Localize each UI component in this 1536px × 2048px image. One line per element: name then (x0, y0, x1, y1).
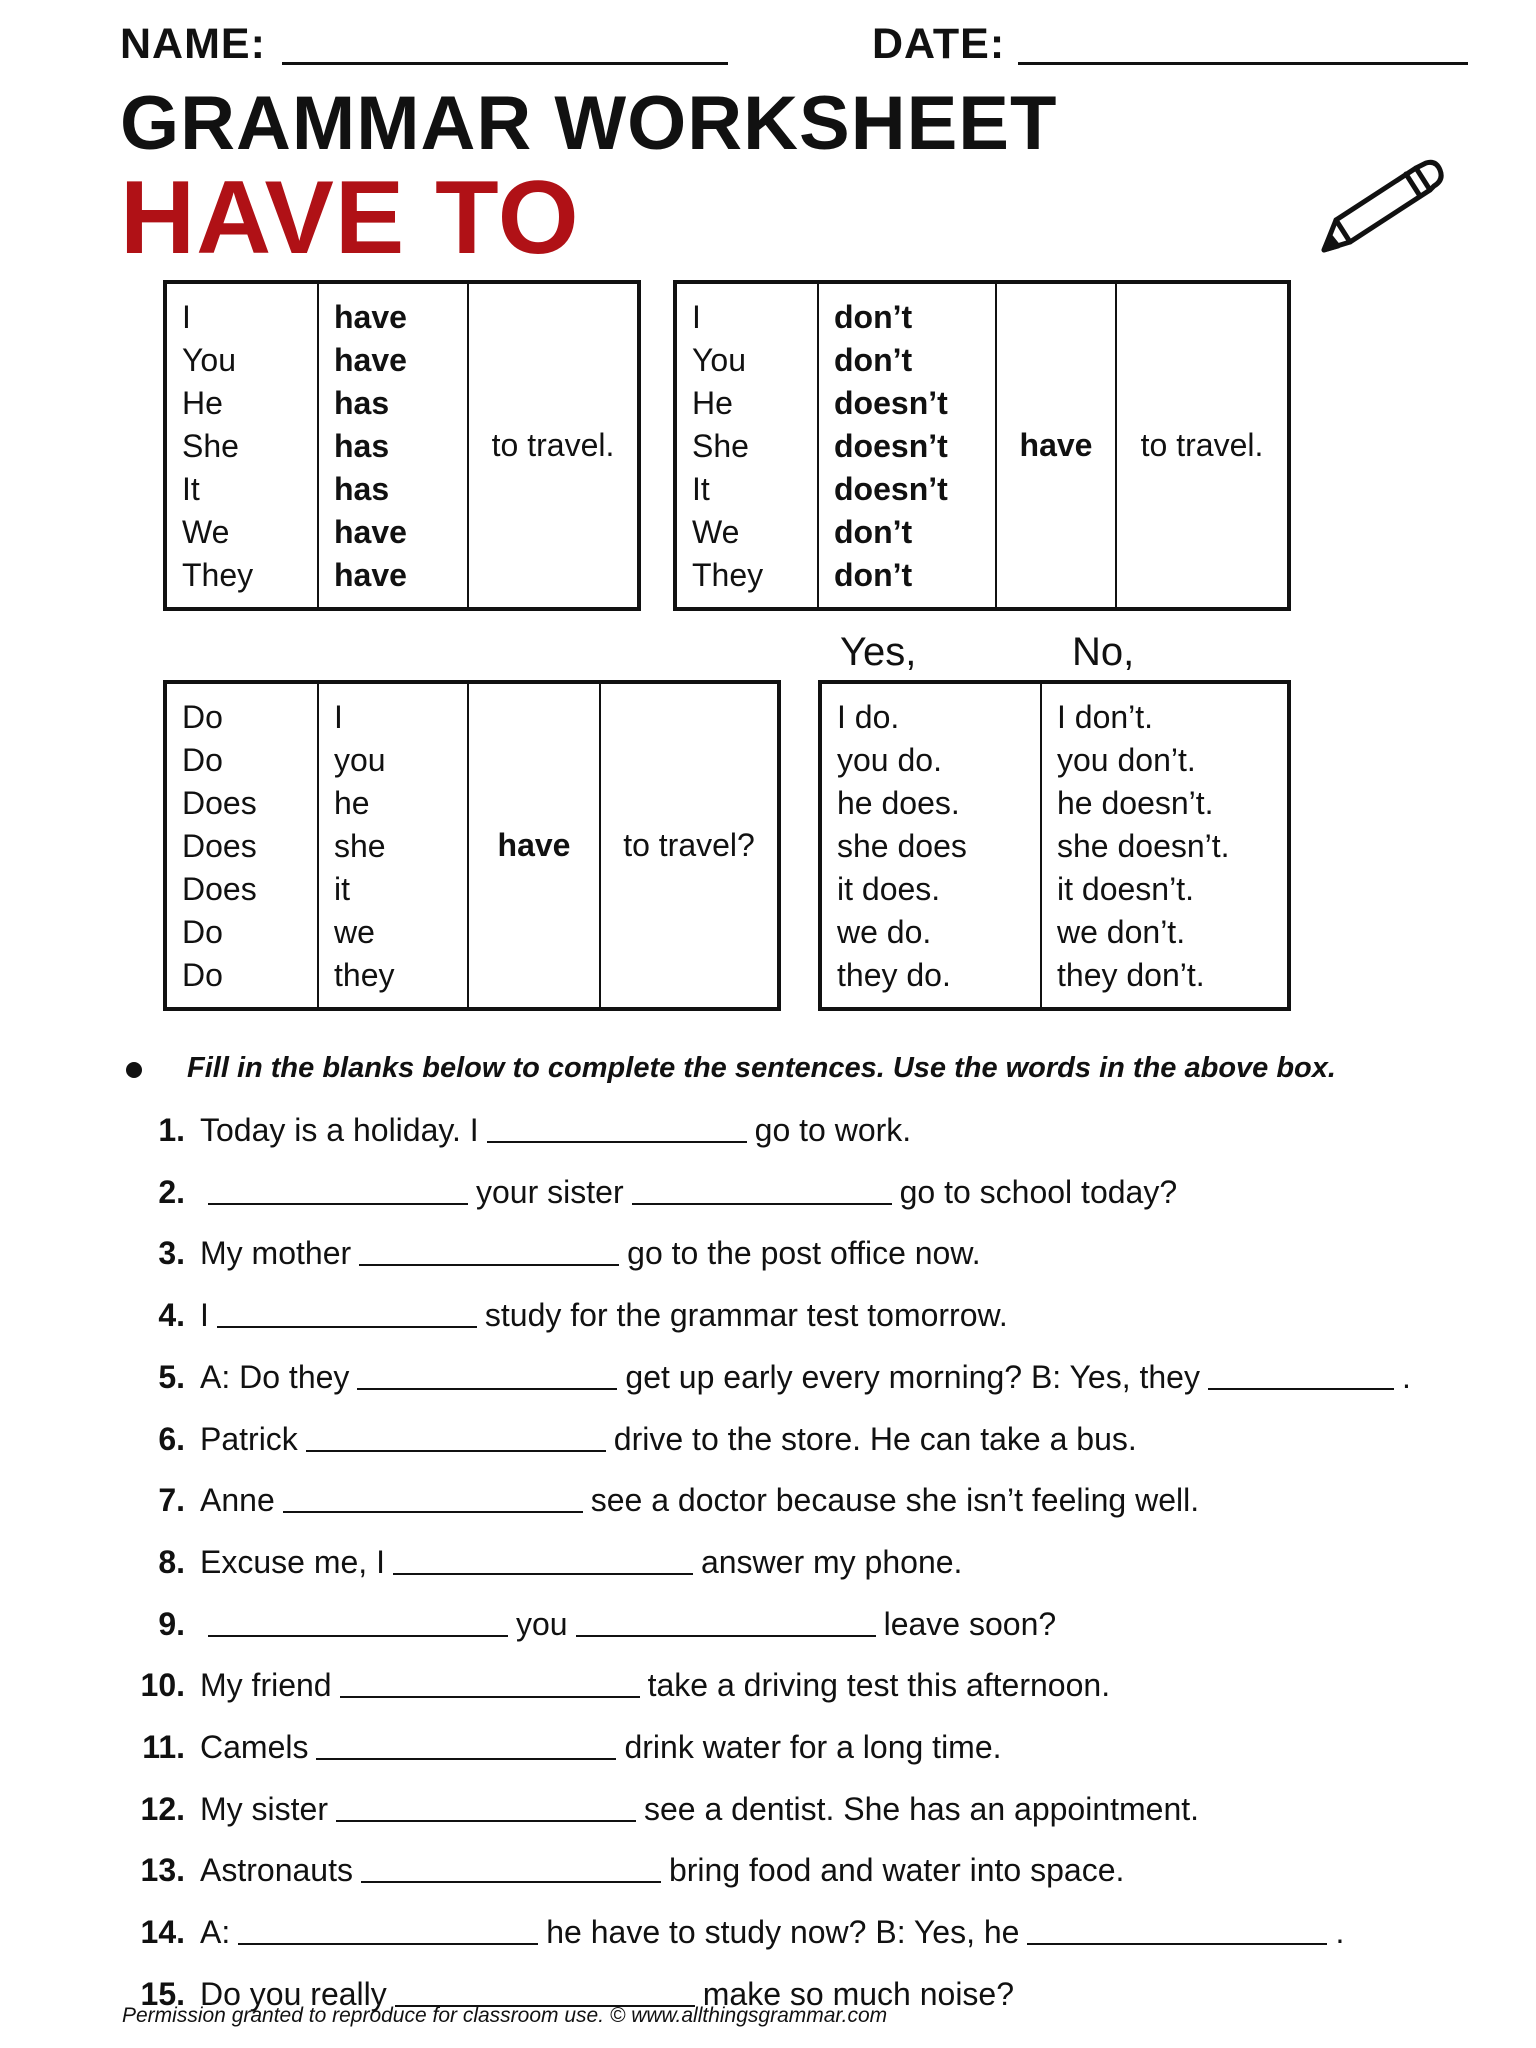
exercise-number: 10. (140, 1667, 185, 1703)
answer-blank[interactable] (316, 1728, 616, 1760)
exercise-text: . (1335, 1914, 1345, 1950)
auxiliary-word: doesn’t (834, 385, 948, 421)
no-answer: it doesn’t. (1057, 871, 1194, 907)
verb-word: have (334, 514, 407, 550)
answer-blank[interactable] (357, 1358, 617, 1390)
no-label: No, (1072, 630, 1135, 674)
answer-blank[interactable] (632, 1173, 892, 1205)
no-answer: we don’t. (1057, 914, 1186, 950)
question-ending: to travel? (623, 827, 755, 863)
subject-word: She (182, 428, 239, 464)
answer-blank[interactable] (395, 1975, 695, 2007)
question-subject-column (317, 684, 467, 1007)
auxiliary-word: don’t (834, 557, 913, 593)
auxiliary-word: Do (182, 957, 223, 993)
exercise-text: see a dentist. She has an appointment. (644, 1791, 1200, 1827)
verb-word: have (334, 299, 407, 335)
answers-table (818, 680, 1291, 1011)
answer-blank[interactable] (359, 1234, 619, 1266)
exercise-text: My sister (200, 1791, 328, 1827)
answer-blank[interactable] (576, 1605, 876, 1637)
exercise-number: 12. (140, 1791, 185, 1827)
yes-answers-column (822, 684, 1040, 1007)
exercise-text: I (200, 1297, 209, 1333)
exercise-number: 15. (140, 1976, 185, 2012)
subject-word: They (182, 557, 254, 593)
negative-ending: to travel. (1140, 427, 1264, 463)
date-field[interactable] (1018, 62, 1468, 65)
subject-word: you (334, 742, 386, 778)
exercise-number: 7. (158, 1482, 185, 1518)
yes-label: Yes, (840, 630, 917, 674)
no-answer: they don’t. (1057, 957, 1205, 993)
exercise-text: your sister (476, 1174, 624, 1210)
exercise-item (115, 1231, 981, 1275)
pencil-icon (1318, 158, 1450, 258)
exercise-number: 3. (158, 1235, 185, 1271)
affirmative-ending-column (467, 284, 637, 607)
answer-blank[interactable] (208, 1173, 468, 1205)
exercise-number: 9. (158, 1606, 185, 1642)
question-aux-column (167, 684, 317, 1007)
yes-answer: they do. (837, 957, 951, 993)
verb-word: has (334, 385, 390, 421)
affirmative-table (163, 280, 641, 611)
exercise-number: 13. (140, 1852, 185, 1888)
instructions: Fill in the blanks below to complete the sentences. Use the words in the above box. (187, 1052, 1336, 1084)
exercise-text: A: (200, 1914, 231, 1950)
answer-blank[interactable] (208, 1605, 508, 1637)
exercise-text: drink water for a long time. (624, 1729, 1002, 1765)
auxiliary-word: don’t (834, 514, 913, 550)
negative-verb: have (1019, 427, 1093, 463)
exercise-number: 8. (158, 1544, 185, 1580)
subject-word: They (692, 557, 764, 593)
exercise-number: 6. (158, 1421, 185, 1457)
question-verb-column (467, 684, 599, 1007)
answer-blank[interactable] (217, 1296, 477, 1328)
answer-blank[interactable] (238, 1913, 538, 1945)
auxiliary-word: Does (182, 785, 257, 821)
exercise-text: My mother (200, 1235, 352, 1271)
exercise-number: 4. (158, 1297, 185, 1333)
footer: Permission granted to reproduce for classroom use. © www.allthingsgrammar.com (122, 2004, 888, 2027)
auxiliary-word: Do (182, 742, 223, 778)
subject-word: he (334, 785, 370, 821)
subject-word: She (692, 428, 749, 464)
exercise-text: study for the grammar test tomorrow. (484, 1297, 1008, 1333)
answer-blank[interactable] (393, 1543, 693, 1575)
exercise-text: Anne (200, 1482, 275, 1518)
subject-word: we (334, 914, 375, 950)
subject-word: We (182, 514, 230, 550)
negative-ending-column (1115, 284, 1287, 607)
answer-blank[interactable] (306, 1420, 606, 1452)
no-answer: I don’t. (1057, 699, 1154, 735)
no-answer: he doesn’t. (1057, 785, 1214, 821)
affirmative-ending: to travel. (491, 427, 615, 463)
exercise-text: answer my phone. (700, 1544, 963, 1580)
negative-subject-column (677, 284, 817, 607)
page-subtitle: HAVE TO (120, 160, 580, 276)
verb-word: has (334, 428, 390, 464)
exercise-text: leave soon? (883, 1606, 1057, 1642)
negative-aux-column (817, 284, 995, 607)
subject-word: they (334, 957, 395, 993)
exercise-number: 1. (158, 1112, 185, 1148)
exercise-item (115, 1478, 1199, 1522)
exercise-number: 5. (158, 1359, 185, 1395)
subject-word: I (334, 699, 343, 735)
exercise-item (115, 1910, 1344, 1954)
exercise-text: get up early every morning? B: Yes, they (625, 1359, 1200, 1395)
yes-answer: it does. (837, 871, 941, 907)
exercise-text: My friend (200, 1667, 332, 1703)
answer-blank[interactable] (283, 1481, 583, 1513)
yes-answer: he does. (837, 785, 960, 821)
subject-word: she (334, 828, 386, 864)
auxiliary-word: Does (182, 871, 257, 907)
bullet (126, 1062, 142, 1078)
yes-answer: I do. (837, 699, 900, 735)
subject-word: He (182, 385, 223, 421)
name-field[interactable] (282, 62, 728, 65)
exercise-text: A: Do they (200, 1359, 350, 1395)
exercise-text: see a doctor because she isn’t feeling well. (590, 1482, 1200, 1518)
exercise-text: he have to study now? B: Yes, he (546, 1914, 1020, 1950)
exercise-number: 14. (140, 1914, 185, 1950)
exercise-text: make so much noise? (702, 1976, 1015, 2012)
answer-blank[interactable] (336, 1790, 636, 1822)
auxiliary-word: Do (182, 699, 223, 735)
no-answers-column (1040, 684, 1287, 1007)
answer-blank[interactable] (487, 1111, 747, 1143)
exercise-item (115, 1787, 1199, 1831)
verb-word: has (334, 471, 390, 507)
question-ending-column (599, 684, 777, 1007)
date-label: DATE: (872, 20, 1006, 68)
answer-blank[interactable] (340, 1666, 640, 1698)
exercise-item (115, 1417, 1137, 1461)
yes-answer: you do. (837, 742, 942, 778)
question-table (163, 680, 781, 1011)
exercise-item (115, 1355, 1411, 1399)
exercise-item (115, 1848, 1124, 1892)
exercise-text: go to work. (754, 1112, 912, 1148)
auxiliary-word: doesn’t (834, 428, 948, 464)
page-title: GRAMMAR WORKSHEET (120, 81, 1058, 166)
exercise-item (115, 1663, 1110, 1707)
subject-word: You (692, 342, 746, 378)
exercise-text: . (1401, 1359, 1411, 1395)
verb-word: have (334, 557, 407, 593)
no-answer: you don’t. (1057, 742, 1196, 778)
question-verb: have (497, 827, 571, 863)
auxiliary-word: don’t (834, 342, 913, 378)
verb-word: have (334, 342, 407, 378)
exercise-text: Do you really (200, 1976, 387, 2012)
subject-word: It (182, 471, 200, 507)
auxiliary-word: Does (182, 828, 257, 864)
exercise-text: you (516, 1606, 568, 1642)
subject-word: It (692, 471, 710, 507)
exercise-number: 11. (142, 1729, 185, 1765)
exercise-item (115, 1602, 1056, 1646)
exercise-text: go to the post office now. (627, 1235, 981, 1271)
subject-word: I (692, 299, 701, 335)
exercise-item (115, 1725, 1002, 1769)
exercise-text: bring food and water into space. (668, 1852, 1125, 1888)
auxiliary-word: don’t (834, 299, 913, 335)
yes-answer: she does (837, 828, 967, 864)
exercise-item (115, 1293, 1008, 1337)
subject-word: it (334, 871, 350, 907)
exercise-text: take a driving test this afternoon. (647, 1667, 1111, 1703)
auxiliary-word: doesn’t (834, 471, 948, 507)
exercise-text: go to school today? (899, 1174, 1178, 1210)
negative-table (673, 280, 1291, 611)
negative-verb-column (995, 284, 1115, 607)
exercise-text: Camels (200, 1729, 309, 1765)
answer-blank[interactable] (361, 1851, 661, 1883)
exercise-text: Astronauts (200, 1852, 353, 1888)
answer-blank[interactable] (1208, 1358, 1394, 1390)
name-label: NAME: (120, 20, 266, 68)
subject-word: I (182, 299, 191, 335)
auxiliary-word: Do (182, 914, 223, 950)
exercise-text: drive to the store. He can take a bus. (613, 1421, 1137, 1457)
no-answer: she doesn’t. (1057, 828, 1230, 864)
exercise-item (115, 1170, 1177, 1214)
yes-answer: we do. (837, 914, 932, 950)
subject-word: You (182, 342, 236, 378)
answer-blank[interactable] (1027, 1913, 1327, 1945)
affirmative-subject-column (167, 284, 317, 607)
exercise-text: Today is a holiday. I (200, 1112, 479, 1148)
exercise-item (115, 1108, 911, 1152)
subject-word: He (692, 385, 733, 421)
exercise-text: Patrick (200, 1421, 298, 1457)
affirmative-verb-column (317, 284, 467, 607)
subject-word: We (692, 514, 740, 550)
exercise-item (115, 1540, 962, 1584)
exercise-text: Excuse me, I (200, 1544, 385, 1580)
exercise-number: 2. (158, 1174, 185, 1210)
